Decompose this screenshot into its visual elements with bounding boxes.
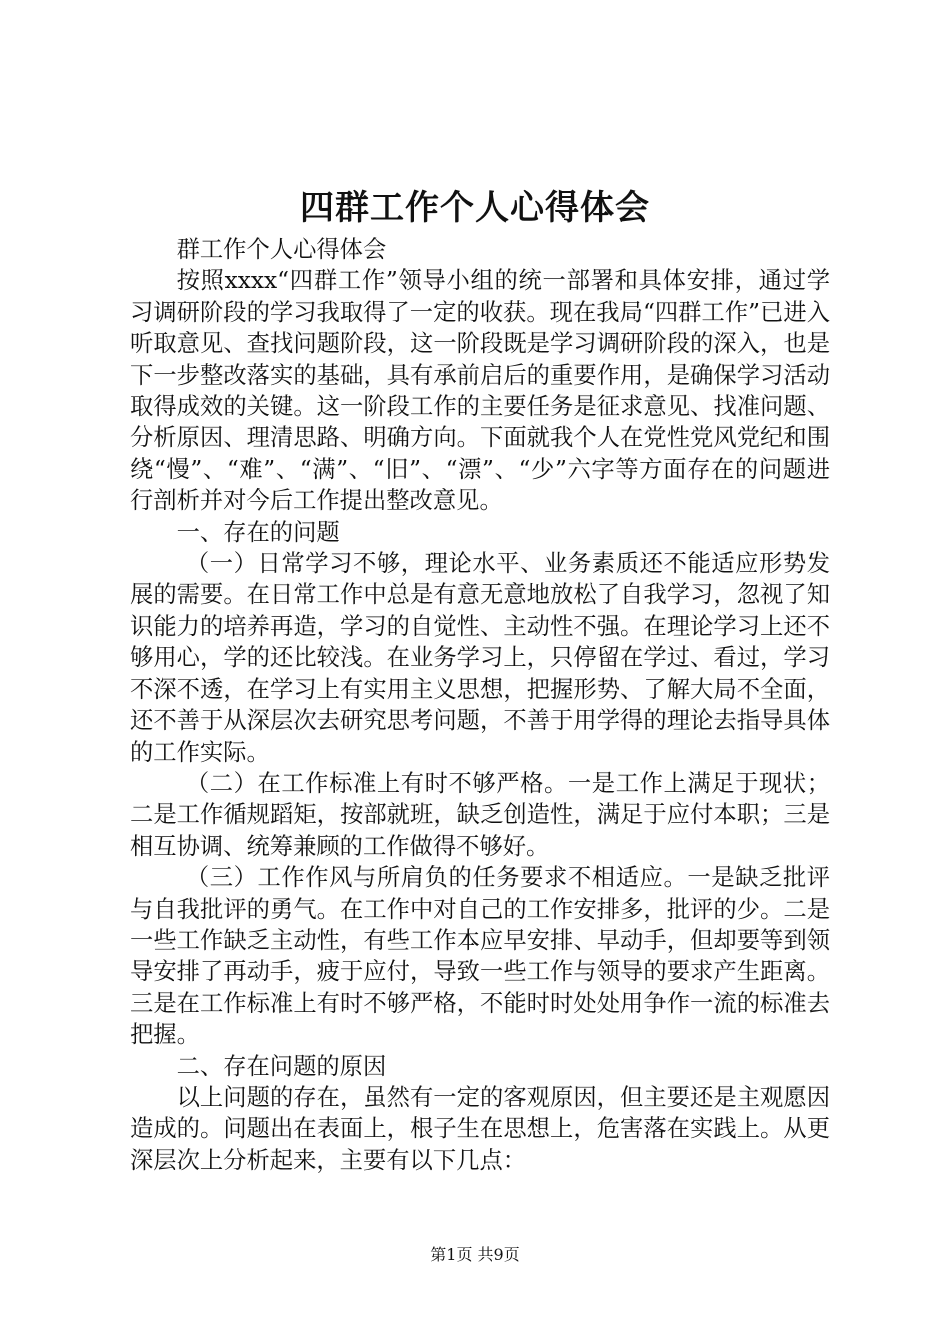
section-heading-problems: 一、存在的问题 xyxy=(176,518,340,546)
section-heading-causes: 二、存在问题的原因 xyxy=(176,1052,387,1080)
document-title: 四群工作个人心得体会 xyxy=(300,188,650,228)
paragraph-intro: 按照xxxx“四群工作”领导小组的统一部署和具体安排，通过学习调研阶段的学习我取得了一定的收获。现在我局“四群工作”已进入听取意见、查找问题阶段，这一阶段既是学习调研阶段的深入，也是下一步整改落实的基础，具有承前启后的重要作用，是确保学习活动取得成效的关键。这一阶段工作的主要任务是征求意见、找准问题、分析原因、理清思路、明确方向。下面就我个人在党性党风党纪和围绕“慢”、“难”、“满”、“旧”、“漂”、“少”六字等方面存在的问题进行剖析并对今后工作提出整改意见。 xyxy=(130,267,830,515)
paragraph-problem-1: （一）日常学习不够，理论水平、业务素质还不能适应形势发展的需要。在日常工作中总是有意无意地放松了自我学习，忽视了知识能力的培养再造，学习的自觉性、主动性不强。在理论学习上还不够用心，学的还比较浅。在业务学习上，只停留在学过、看过，学习不深不透，在学习上有实用主义思想，把握形势、了解大局不全面，还不善于从深层次去研究思考问题，不善于用学得的理论去指导具体的工作实际。 xyxy=(130,550,830,766)
document-body xyxy=(130,234,830,1176)
paragraph-problem-2: （二）在工作标准上有时不够严格。一是工作上满足于现状；二是工作循规蹈矩，按部就班，缺乏创造性，满足于应付本职；三是相互协调、统筹兼顾的工作做得不够好。 xyxy=(130,769,830,860)
paragraph-problem-3: （三）工作作风与所肩负的任务要求不相适应。一是缺乏批评与自我批评的勇气。在工作中对自己的工作安排多，批评的少。二是一些工作缺乏主动性，有些工作本应早安排、早动手，但却要等到领导安排了再动手，疲于应付，导致一些工作与领导的要求产生距离。三是在工作标准上有时不够严格，不能时时处处用争作一流的标准去把握。 xyxy=(130,864,830,1049)
paragraph-causes: 以上问题的存在，虽然有一定的客观原因，但主要还是主观愿因造成的。问题出在表面上，根子生在思想上，危害落在实践上。从更深层次上分析起来，主要有以下几点： xyxy=(130,1083,830,1174)
paragraph-subtitle: 群工作个人心得体会 xyxy=(176,236,387,263)
page-footer: 第1页 共9页 xyxy=(430,1245,520,1264)
